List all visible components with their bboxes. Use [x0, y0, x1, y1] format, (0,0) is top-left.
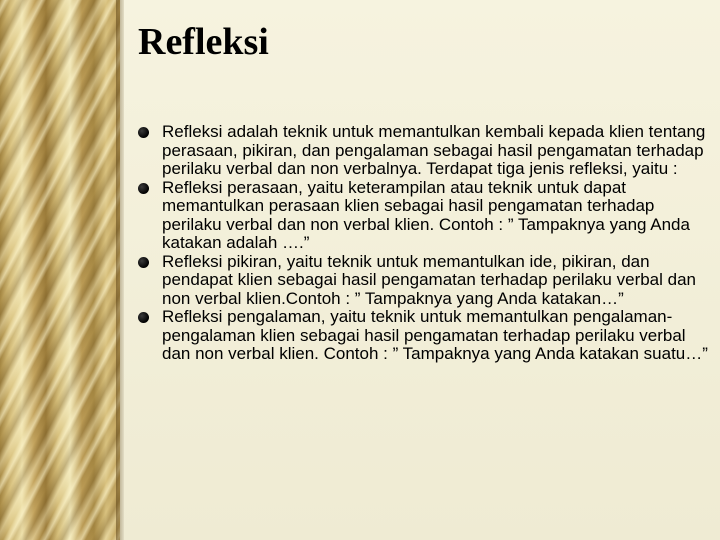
bullet-list [134, 123, 709, 364]
bullet-text: Refleksi perasaan, yaitu keterampilan atau teknik untuk dapat memantulkan perasaan klien sebagai hasil pengamatan terhadap perilaku verbal dan non verbal klien. Contoh : ” Tampaknya yang Anda katakan adalah ….” [162, 177, 690, 252]
bullet-icon [138, 257, 149, 268]
slide-title: Refleksi [138, 21, 269, 63]
list-item [134, 123, 709, 179]
bullet-text: Refleksi pikiran, yaitu teknik untuk memantulkan ide, pikiran, dan pendapat klien sebagai hasil pengamatan terhadap perilaku verbal dan non verbal klien.Contoh : ” Tampaknya yang Anda katakan…” [162, 251, 696, 308]
bullet-text: Refleksi adalah teknik untuk memantulkan kembali kepada klien tentang perasaan, pikiran, dan pengalaman sebagai hasil pengamatan terhadap perilaku verbal dan non verbalnya. Terdapat tiga jenis refleksi, yaitu : [162, 122, 706, 178]
bullet-icon [138, 127, 149, 138]
bullet-icon [138, 312, 149, 323]
decorative-gold-border [0, 0, 120, 540]
bullet-text: Refleksi pengalaman, yaitu teknik untuk memantulkan pengalaman-pengalaman klien sebagai hasil pengamatan terhadap perilaku verbal dan non verbal klien. Contoh : ” Tampaknya yang Anda katakan suatu…” [162, 307, 708, 363]
list-item [134, 308, 709, 364]
list-item [134, 253, 709, 309]
list-item [134, 179, 709, 253]
bullet-icon [138, 183, 149, 194]
